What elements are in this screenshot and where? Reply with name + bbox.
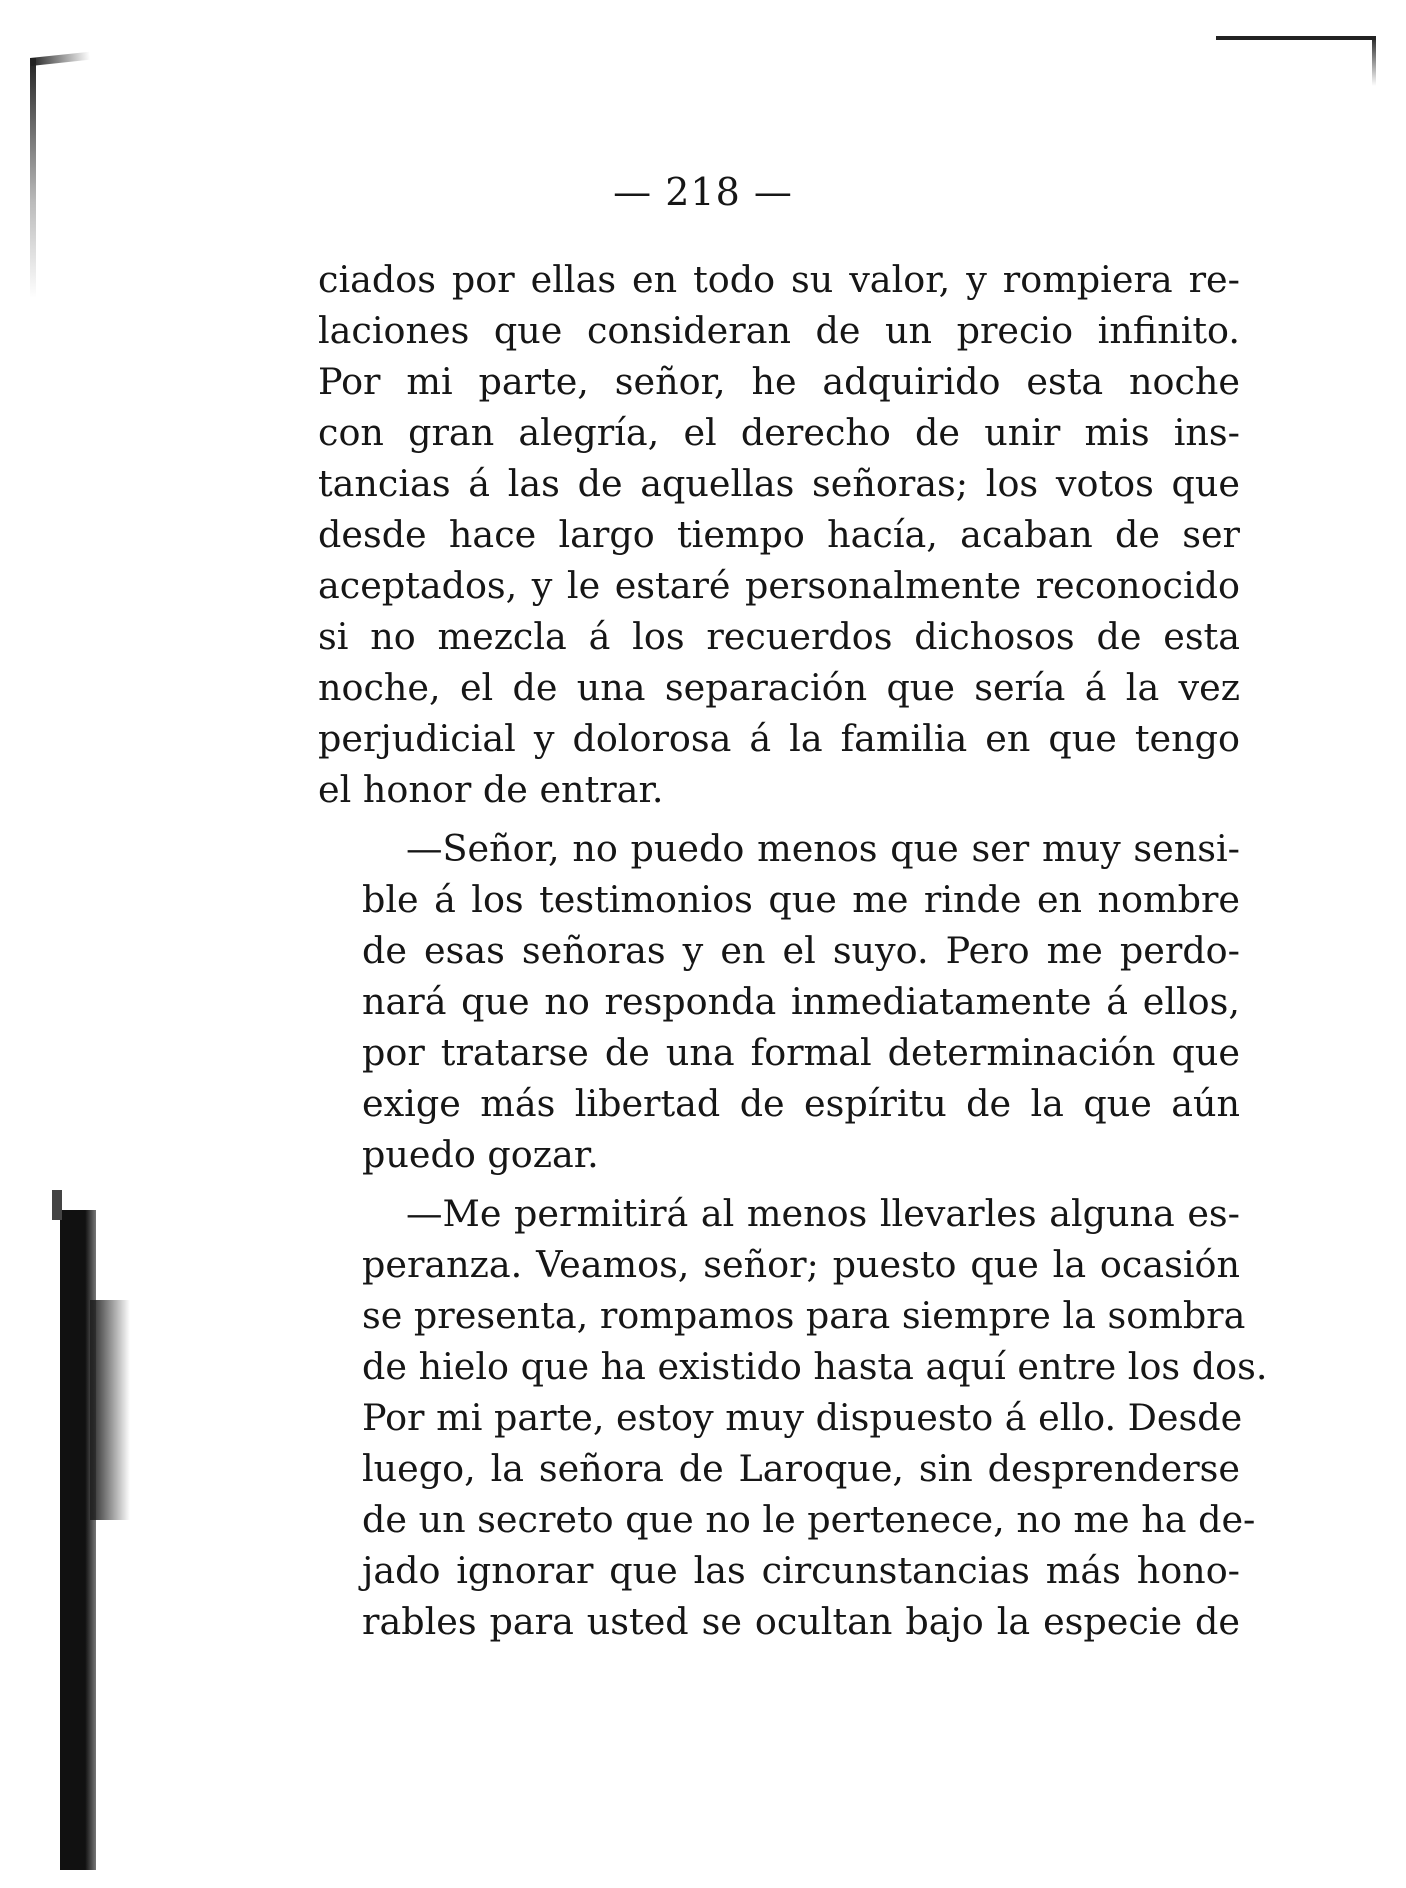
text-line: Por mi parte, estoy muy dispuesto á ello. Desde bbox=[362, 1396, 1243, 1439]
scan-edge-shadow-top-right bbox=[1216, 36, 1376, 40]
scan-edge-shadow-left bbox=[60, 1210, 96, 1870]
text-line: rables para usted se ocultan bajo la especie de bbox=[362, 1600, 1240, 1643]
text-line: tancias á las de aquellas señoras; los votos que bbox=[318, 462, 1240, 505]
text-line: —Señor, no puedo menos que ser muy sensi- bbox=[406, 827, 1240, 870]
text-line: con gran alegría, el derecho de unir mis ins- bbox=[318, 411, 1240, 454]
page-number: — 218 — bbox=[613, 170, 793, 214]
text-line: si no mezcla á los recuerdos dichosos de esta bbox=[318, 615, 1240, 658]
text-line: peranza. Veamos, señor; puesto que la ocasión bbox=[362, 1243, 1240, 1286]
text-line: aceptados, y le estaré personalmente reconocido bbox=[318, 564, 1240, 607]
text-line: luego, la señora de Laroque, sin desprenderse bbox=[362, 1447, 1240, 1490]
text-line: exige más libertad de espíritu de la que aún bbox=[362, 1082, 1240, 1125]
text-line: desde hace largo tiempo hacía, acaban de ser bbox=[318, 513, 1240, 556]
text-line: Por mi parte, señor, he adquirido esta noche bbox=[318, 360, 1240, 403]
text-line: de un secreto que no le pertenece, no me ha de- bbox=[362, 1498, 1256, 1541]
text-line: jado ignorar que las circunstancias más hono- bbox=[362, 1549, 1240, 1592]
text-line: puedo gozar. bbox=[362, 1133, 599, 1176]
text-line: nará que no responda inmediatamente á ellos, bbox=[362, 980, 1240, 1023]
text-line: por tratarse de una formal determinación que bbox=[362, 1031, 1240, 1074]
text-line: ble á los testimonios que me rinde en nombre bbox=[362, 878, 1240, 921]
paragraph-3 bbox=[318, 1188, 1268, 1647]
text-line: laciones que consideran de un precio infinito. bbox=[318, 309, 1240, 352]
text-line: ciados por ellas en todo su valor, y rompiera re- bbox=[318, 258, 1240, 301]
text-line: el honor de entrar. bbox=[318, 768, 664, 811]
text-line: se presenta, rompamos para siempre la sombra bbox=[362, 1294, 1246, 1337]
text-line: —Me permitirá al menos llevarles alguna es- bbox=[406, 1192, 1240, 1235]
text-line: noche, el de una separación que sería á la vez bbox=[318, 666, 1240, 709]
text-line: perjudicial y dolorosa á la familia en que tengo bbox=[318, 717, 1240, 760]
text-line: de esas señoras y en el suyo. Pero me perdo- bbox=[362, 929, 1240, 972]
paragraph-1 bbox=[318, 254, 1240, 815]
body-text bbox=[318, 254, 1268, 1647]
paragraph-2 bbox=[318, 823, 1240, 1180]
text-line: de hielo que ha existido hasta aquí entre los dos. bbox=[362, 1345, 1268, 1388]
page-number-header bbox=[0, 170, 1406, 214]
